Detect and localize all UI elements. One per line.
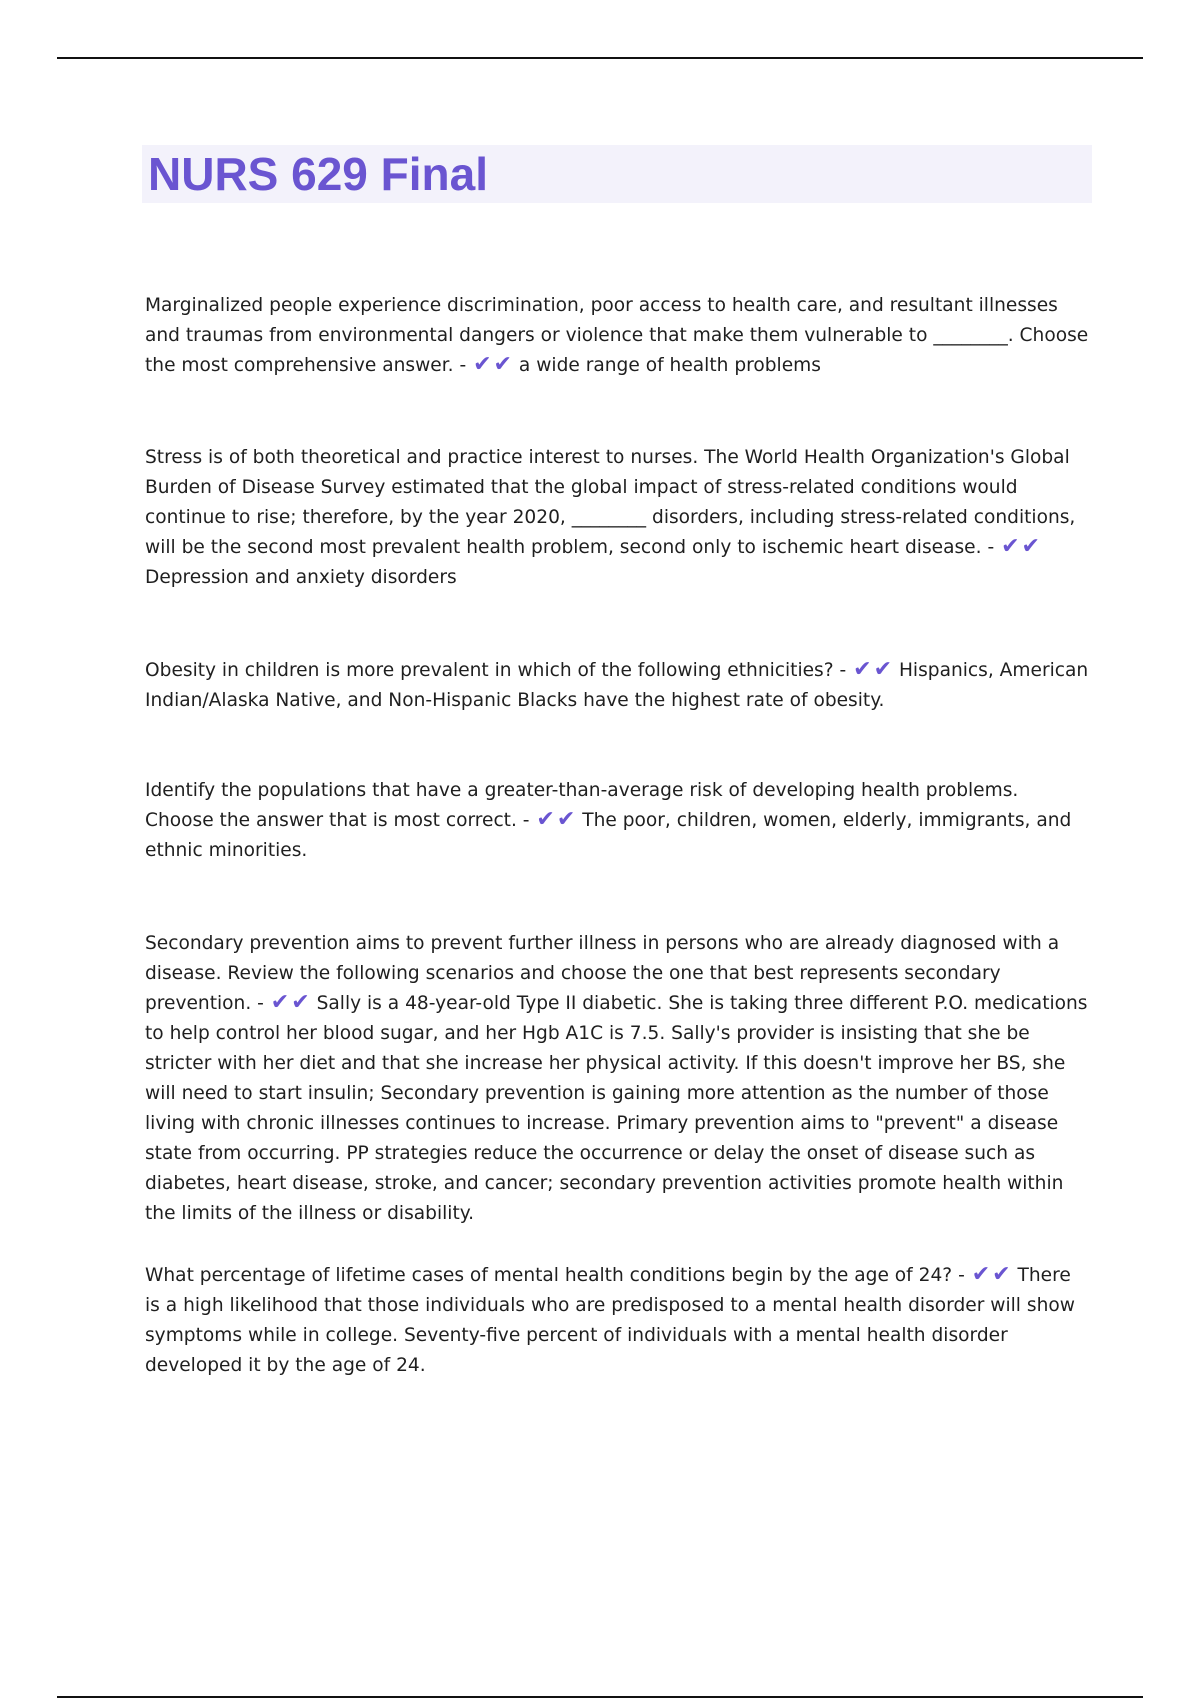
check-icon: ✔ xyxy=(556,807,576,832)
answer-text: a wide range of health problems xyxy=(518,355,821,376)
answer-checks xyxy=(852,657,893,682)
bottom-rule xyxy=(57,1696,1143,1698)
answer-text: There is a high likelihood that those individuals who are predisposed to a mental health disorder will show symptoms while in college. Seventy-five percent of individuals with a mental health disorder developed it by the age of 24. xyxy=(145,1265,1075,1376)
check-icon: ✔ xyxy=(473,352,492,377)
answer-text: Sally is a 48-year-old Type II diabetic. She is taking three different P.O. medications to help control her blood sugar, and her Hgb A1C is 7.5. Sally's provider is insisting that she be stricter with her diet and that she increase her physical activity. If this doesn't improve her BS, she will need to start insulin; Secondary prevention is gaining more attention as the number of those living with chronic illnesses continues to increase. Primary prevention aims to "prevent" a disease state from occurring. PP strategies reduce the occurrence or delay the onset of disease such as diabetes, heart disease, stroke, and cancer; secondary prevention activities promote health within the limits of the illness or disability. xyxy=(145,993,1088,1224)
check-icon: ✔ xyxy=(853,657,872,682)
check-icon: ✔ xyxy=(873,657,893,682)
check-icon: ✔ xyxy=(992,1262,1011,1287)
answer-checks xyxy=(270,990,311,1015)
check-icon: ✔ xyxy=(1001,534,1020,559)
check-icon: ✔ xyxy=(291,990,310,1015)
question-text: What percentage of lifetime cases of mental health conditions begin by the age of 24? - xyxy=(145,1265,965,1286)
qa-item-3 xyxy=(145,656,1090,716)
question-text: Obesity in children is more prevalent in which of the following ethnicities? - xyxy=(145,660,847,681)
top-rule xyxy=(57,57,1143,59)
qa-item-6 xyxy=(145,1261,1090,1381)
question-text: Secondary prevention aims to prevent further illness in persons who are already diagnosed with a disease. Review the following scenarios and choose the one that best represents secondary prevention. - xyxy=(145,933,1060,1014)
question-text: Identify the populations that have a greater-than-average risk of developing health problems. Choose the answer that is most correct. - xyxy=(145,780,1019,831)
check-icon: ✔ xyxy=(270,990,290,1015)
answer-text: Hispanics, American Indian/Alaska Native, and Non-Hispanic Blacks have the highest rate of obesity. xyxy=(145,660,1089,711)
question-text: Marginalized people experience discrimination, poor access to health care, and resultant illnesses and traumas from environmental dangers or violence that make them vulnerable to ________. Choose the most comprehensive answer. - xyxy=(145,295,1089,376)
answer-text: The poor, children, women, elderly, immigrants, and ethnic minorities. xyxy=(145,810,1072,861)
answer-checks xyxy=(535,807,576,832)
qa-item-1 xyxy=(145,291,1090,381)
check-icon: ✔ xyxy=(536,807,555,832)
check-icon: ✔ xyxy=(1021,534,1040,559)
answer-checks xyxy=(971,1262,1012,1287)
qa-item-2 xyxy=(145,443,1090,593)
title-banner xyxy=(142,145,1092,203)
answer-checks xyxy=(472,352,513,377)
qa-item-5 xyxy=(145,929,1090,1229)
question-text: Stress is of both theoretical and practice interest to nurses. The World Health Organization's Global Burden of Disease Survey estimated that the global impact of stress-related conditions would continue to rise; therefore, by the year 2020, ________ disorders, including stress-related conditions, will be the second most prevalent health problem, second only to ischemic heart disease. - xyxy=(145,447,1076,558)
answer-checks xyxy=(1000,534,1041,559)
page-title: NURS 629 Final xyxy=(148,148,488,200)
answer-text: Depression and anxiety disorders xyxy=(145,567,457,588)
check-icon: ✔ xyxy=(971,1262,991,1287)
check-icon: ✔ xyxy=(493,352,512,377)
qa-item-4 xyxy=(145,776,1090,866)
